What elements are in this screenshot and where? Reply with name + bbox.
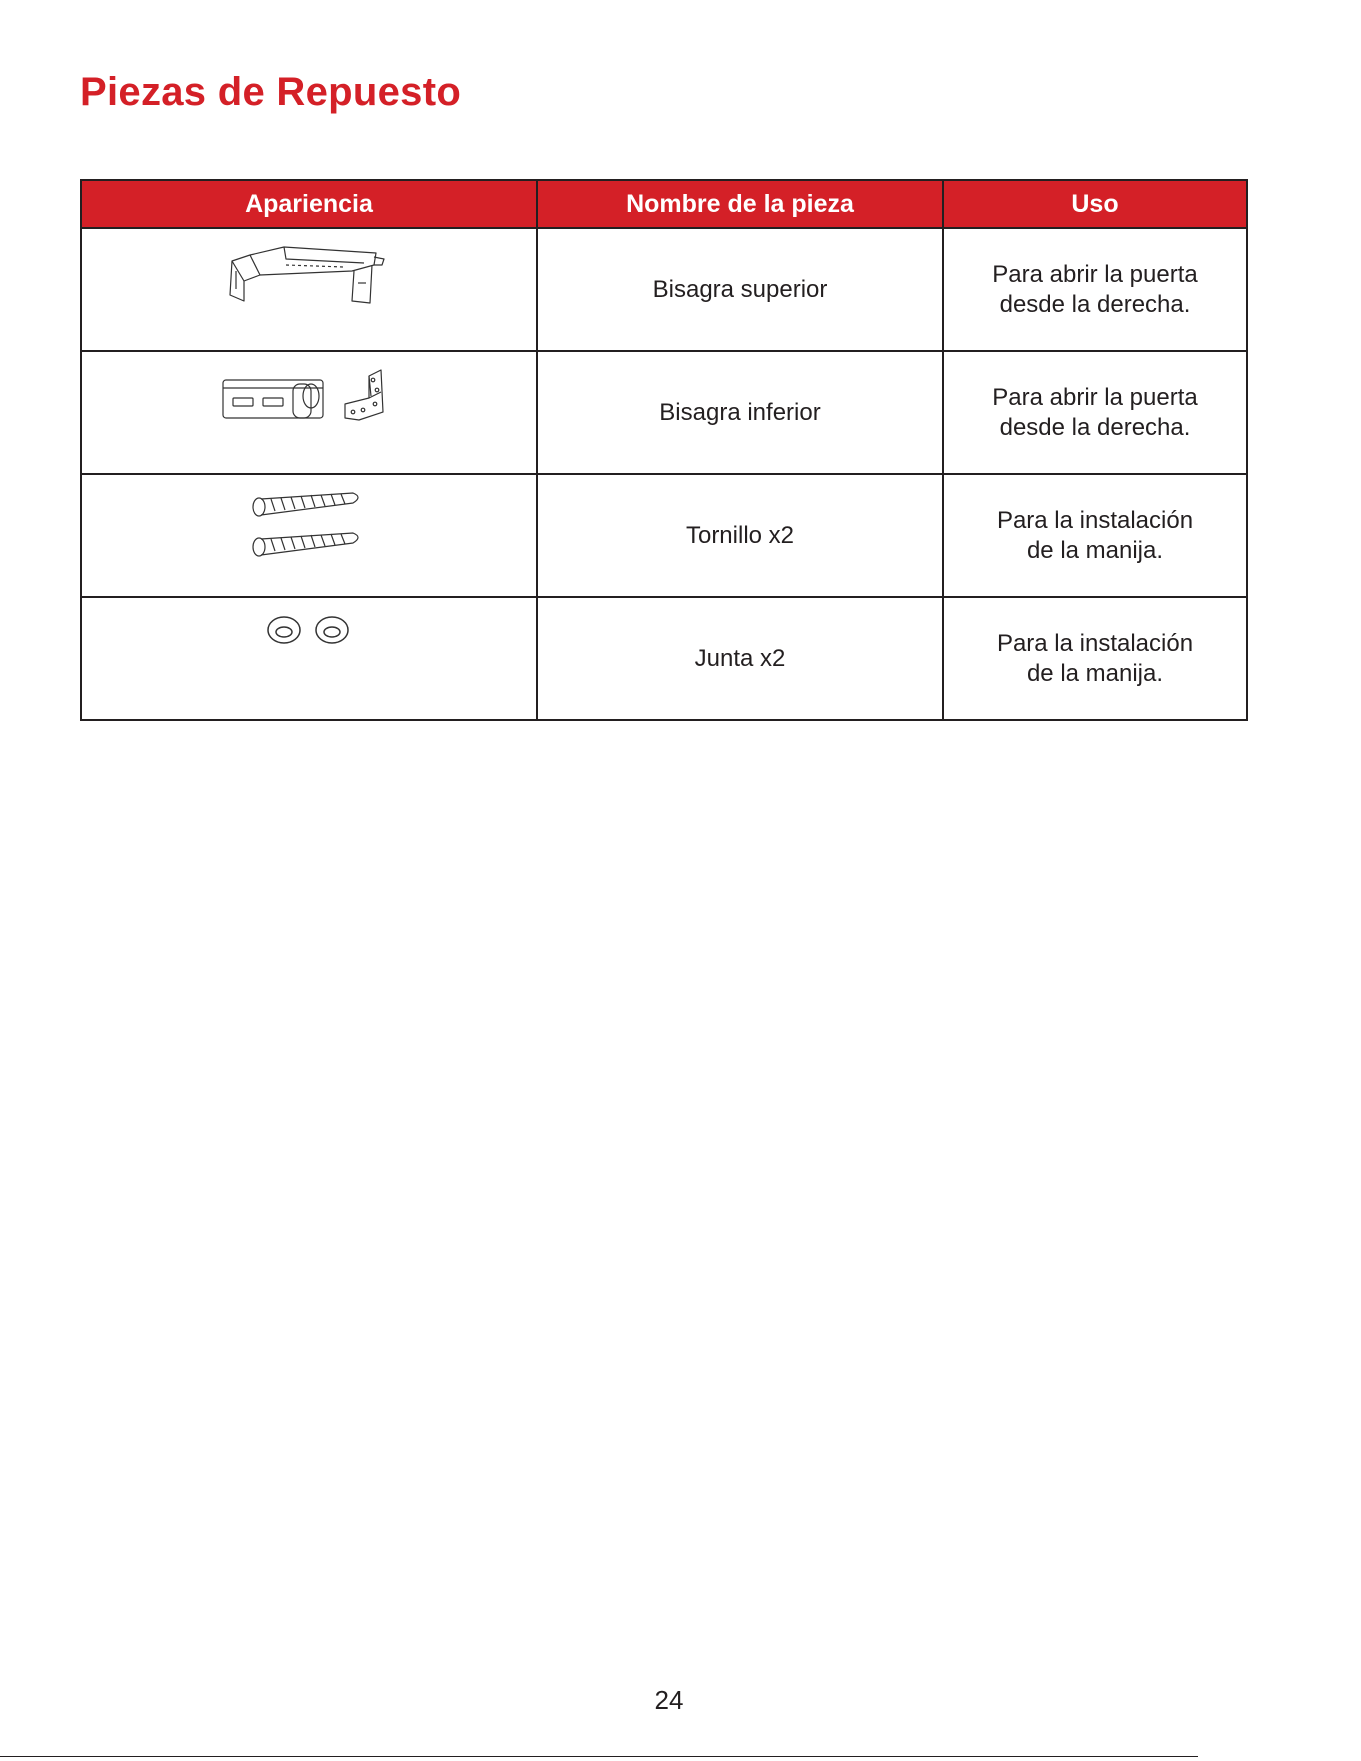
appearance-cell <box>81 597 537 720</box>
part-use <box>943 474 1247 597</box>
part-use-line: Para la instalación <box>996 629 1194 657</box>
part-use-line: Para abrir la puerta <box>992 260 1198 288</box>
table-row <box>81 351 1247 474</box>
header-use: Uso <box>943 180 1247 228</box>
part-use <box>943 228 1247 351</box>
table-header-row <box>81 180 1247 228</box>
part-name: Tornillo x2 <box>537 474 943 597</box>
table-row <box>81 474 1247 597</box>
table-row <box>81 228 1247 351</box>
part-name: Bisagra inferior <box>537 351 943 474</box>
table-row <box>81 597 1247 720</box>
part-use-line: desde la derecha. <box>999 290 1191 318</box>
bottom-divider <box>0 1756 1198 1757</box>
appearance-cell <box>81 351 537 474</box>
replacement-parts-table <box>80 179 1248 721</box>
part-use-line: de la manija. <box>1026 536 1164 564</box>
header-appearance: Apariencia <box>81 180 537 228</box>
upper-hinge-icon <box>82 243 536 313</box>
part-use <box>943 597 1247 720</box>
lower-hinge-icon <box>82 366 536 436</box>
page-number: 24 <box>654 1685 684 1715</box>
page-title: Piezas de Repuesto <box>80 70 462 114</box>
gaskets-icon <box>82 612 536 682</box>
header-part-name: Nombre de la pieza <box>537 180 943 228</box>
part-name: Bisagra superior <box>537 228 943 351</box>
screws-icon <box>82 489 536 559</box>
part-use-line: Para la instalación <box>996 506 1194 534</box>
part-name: Junta x2 <box>537 597 943 720</box>
appearance-cell <box>81 228 537 351</box>
part-use-line: Para abrir la puerta <box>992 383 1198 411</box>
appearance-cell <box>81 474 537 597</box>
part-use-line: de la manija. <box>1026 659 1164 687</box>
part-use <box>943 351 1247 474</box>
part-use-line: desde la derecha. <box>999 413 1191 441</box>
